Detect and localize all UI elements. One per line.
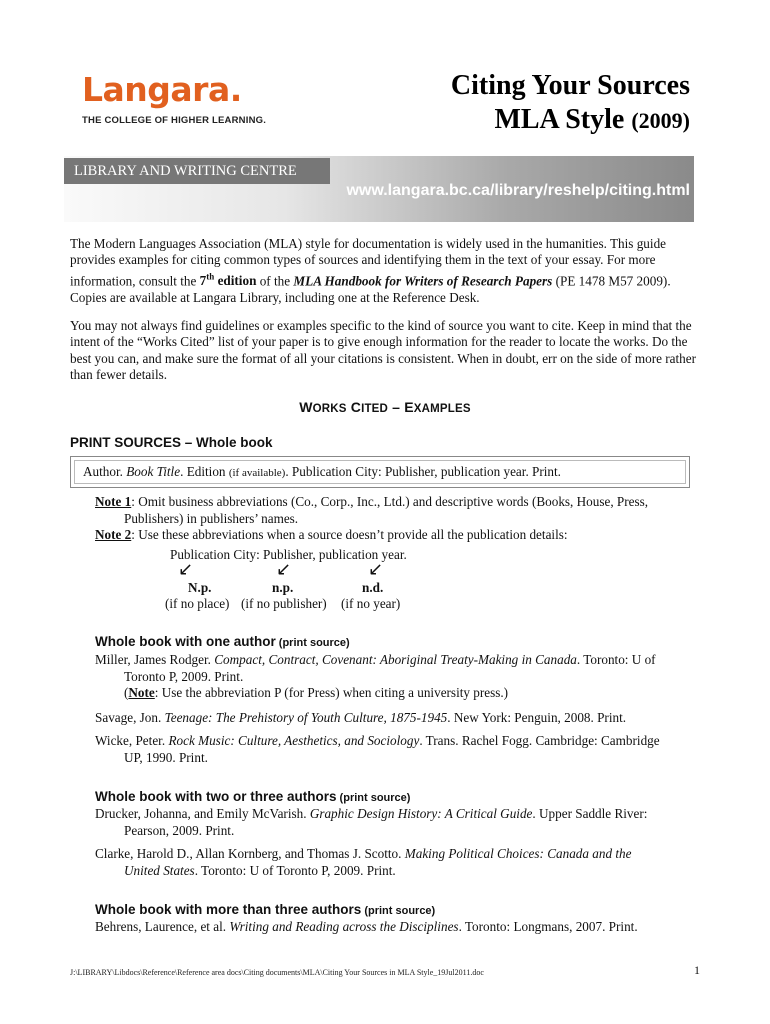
wc-dash: – — [388, 399, 405, 415]
clarke-author: Clarke, Harold D., Allan Kornberg, and Thomas J. Scotto. — [95, 846, 405, 861]
page-number: 1 — [694, 963, 700, 977]
note-1-continuation: Publishers) in publishers’ names. — [124, 510, 299, 526]
wicke-author: Wicke, Peter. — [95, 733, 169, 748]
drucker-author: Drucker, Johanna, and Emily McVarish. — [95, 806, 310, 821]
citing-url-link[interactable]: www.langara.bc.ca/library/reshelp/citing.html — [346, 182, 690, 199]
tpl-author: Author. — [83, 464, 127, 479]
clarke-continuation — [95, 863, 691, 880]
abbr-no-place: N.p. — [188, 580, 212, 595]
style-name: MLA Style — [494, 104, 625, 135]
drucker-title: Graphic Design History: A Critical Guide — [309, 806, 533, 821]
abbr-no-publisher: n.p. — [272, 580, 294, 595]
citation-drucker — [95, 806, 691, 839]
edition-word: edition — [214, 273, 257, 289]
abbr-desc-year: (if no year) — [341, 596, 401, 611]
edition-suffix: th — [206, 271, 215, 282]
tpl-edition: . Edition — [180, 464, 229, 479]
citation-miller — [95, 652, 691, 702]
two-three-authors-heading — [95, 789, 410, 804]
one-author-heading-small: (print source) — [275, 637, 350, 649]
behrens-title: Writing and Reading across the Disciplines — [229, 919, 459, 934]
arrow-icon: ↙ — [276, 559, 292, 580]
note-1 — [95, 494, 691, 527]
miller-note — [95, 685, 691, 702]
one-author-heading — [95, 634, 350, 649]
document-title: Citing Your Sources — [450, 70, 690, 101]
savage-title: Teenage: The Prehistory of Youth Culture, 1875-1945 — [164, 710, 448, 725]
behrens-pub: . Toronto: Longmans, 2007. Print. — [458, 919, 638, 934]
miller-pub: . Toronto: U of — [576, 652, 656, 667]
miller-note-label: Note — [128, 685, 155, 700]
wc-orks: ORKS — [312, 403, 347, 415]
miller-continuation: Toronto P, 2009. Print. — [124, 668, 244, 684]
one-author-heading-text: Whole book with one author — [95, 634, 276, 649]
logo-tagline: THE COLLEGE OF HIGHER LEARNING. — [82, 115, 267, 126]
note-2-label: Note 2 — [95, 527, 132, 542]
miller-note-open: ( — [124, 685, 129, 700]
citation-behrens — [95, 919, 691, 936]
citation-wicke — [95, 733, 691, 766]
handbook-title: MLA Handbook for Writers of Research Papers — [293, 273, 553, 289]
miller-author: Miller, James Rodger. — [95, 652, 215, 667]
behrens-author: Behrens, Laurence, et al. — [95, 919, 230, 934]
miller-title: Compact, Contract, Covenant: Aboriginal Treaty-Making in Canada — [214, 652, 577, 667]
works-cited-heading — [0, 399, 770, 415]
tpl-if-available: (if available) — [228, 467, 286, 479]
miller-note-text: : Use the abbreviation P (for Press) when citing a university press.) — [154, 685, 509, 700]
wicke-pub: . Trans. Rachel Fogg. Cambridge: Cambridge — [419, 733, 660, 748]
citation-clarke — [95, 846, 691, 879]
edition-number: 7 — [199, 273, 207, 289]
citation-template-box — [70, 456, 690, 488]
publication-line: Publication City: Publisher, publication year. — [170, 547, 407, 562]
clarke-title-cont: United States — [124, 862, 195, 878]
clarke-title: Making Political Choices: Canada and the — [404, 846, 632, 861]
savage-pub: . New York: Penguin, 2008. Print. — [447, 710, 627, 725]
savage-author: Savage, Jon. — [95, 710, 165, 725]
wicke-continuation: UP, 1990. Print. — [124, 749, 208, 765]
wc-ited: ITED — [361, 403, 389, 415]
note-1-label: Note 1 — [95, 494, 132, 509]
department-label: LIBRARY AND WRITING CENTRE — [64, 158, 330, 184]
langara-logo: Langara. — [82, 70, 242, 109]
abbr-desc-place: (if no place) — [165, 596, 230, 611]
note-2 — [95, 527, 691, 544]
print-sources-heading: PRINT SOURCES – Whole book — [70, 435, 273, 450]
note-2-text: : Use these abbreviations when a source doesn’t provide all the publication details: — [131, 527, 568, 542]
abbr-no-year: n.d. — [362, 580, 384, 595]
more-authors-heading — [95, 902, 435, 917]
drucker-continuation: Pearson, 2009. Print. — [124, 822, 235, 838]
drucker-pub: . Upper Saddle River: — [532, 806, 648, 821]
citation-template — [83, 464, 561, 480]
more-authors-heading-text: Whole book with more than three authors — [95, 902, 362, 917]
tpl-publication: . Publication City: Publisher, publication year. Print. — [285, 464, 561, 479]
clarke-pub: . Toronto: U of Toronto P, 2009. Print. — [194, 862, 396, 878]
intro-text-a: The Modern Languages Association (MLA) style for documentation is widely used in the humanities. This guide provides examples for citing common types of sources and identifying them in the text of your essay. For more information, consult the — [70, 236, 667, 289]
more-authors-heading-small: (print source) — [361, 905, 436, 917]
wc-w: W — [299, 399, 313, 415]
wc-e: E — [404, 399, 414, 415]
two-three-heading-text: Whole book with two or three authors — [95, 789, 337, 804]
wc-xamples: XAMPLES — [413, 403, 471, 415]
note-1-text: : Omit business abbreviations (Co., Corp., Inc., Ltd.) and descriptive words (Books, House, Press, — [131, 494, 649, 509]
intro-paragraph-1 — [70, 236, 698, 306]
intro-of: of the — [256, 273, 294, 289]
abbr-desc-publisher: (if no publisher) — [241, 596, 327, 611]
tpl-title: Book Title — [126, 464, 181, 479]
intro-paragraph-2: You may not always find guidelines or examples specific to the kind of source you want to cite. Keep in mind that the intent of the “Works Cited” list of your paper is to give enough information for the reader to locate the works. Do the best you can, and make sure the format of all your citations is consistent. When in doubt, err on the side of more rather than fewer details. — [70, 318, 696, 383]
intro-text-b: (PE 1478 M57 2009). Copies are available at Langara Library, including one at the Reference Desk. — [70, 273, 671, 305]
file-path-footer: J:\LIBRARY\Libdocs\Reference\Reference area docs\Citing documents\MLA\Citing Your Sources in MLA Style_19Jul2011.doc — [70, 968, 484, 977]
wc-c: C — [350, 399, 362, 415]
citation-savage — [95, 710, 691, 727]
wicke-title: Rock Music: Culture, Aesthetics, and Sociology — [168, 733, 420, 748]
style-year: (2009) — [631, 108, 690, 133]
two-three-heading-small: (print source) — [336, 792, 411, 804]
arrow-icon: ↙ — [368, 559, 384, 580]
arrow-icon: ↙ — [178, 559, 194, 580]
document-subtitle — [494, 104, 690, 136]
